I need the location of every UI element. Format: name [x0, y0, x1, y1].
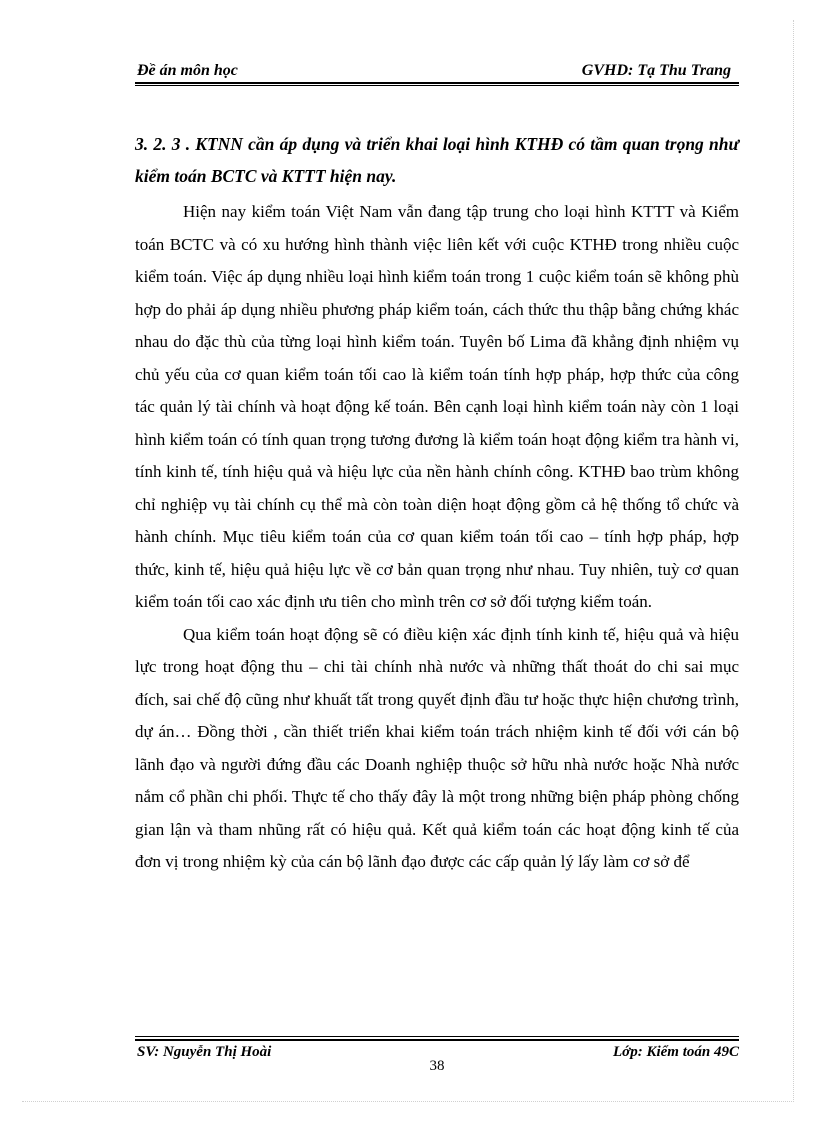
paragraph-2: Qua kiểm toán hoạt động sẽ có điều kiện xác định tính kinh tế, hiệu quả và hiệu lực trong hoạt động thu – chi tài chính nhà nước và những thất thoát do chi sai mục đích, sai chế độ cũng như khuất tất trong quyết định đầu tư hoặc thực hiện chương trình, dự án… Đồng thời , cần thiết triển khai kiểm toán trách nhiệm kinh tế đối với cán bộ lãnh đạo và người đứng đầu các Doanh nghiệp thuộc sở hữu nhà nước hoặc Nhà nước nắm cổ phần chi phối. Thực tế cho thấy đây là một trong những biện pháp phòng chống gian lận và tham nhũng rất có hiệu quả. Kết quả kiểm toán các hoạt động kinh tế của đơn vị trong nhiệm kỳ của cán bộ lãnh đạo được các cấp quản lý lấy làm cơ sở để: [135, 624, 739, 871]
header-supervisor: GVHD: Tạ Thu Trang: [581, 62, 731, 79]
page-footer: [135, 1042, 739, 1082]
footer-divider: [135, 1039, 739, 1041]
footer-student-name: SV: Nguyễn Thị Hoài: [137, 1044, 272, 1060]
footer-class: Lớp: Kiểm toán 49C: [613, 1044, 739, 1060]
footer-divider-thin: [135, 1036, 739, 1037]
paragraph-1: Hiện nay kiểm toán Việt Nam vẫn đang tập trung cho loại hình KTTT và Kiểm toán BCTC và có xu hướng hình thành việc liên kết với cuộc KTHĐ trong nhiều cuộc kiểm toán. Việc áp dụng nhiều loại hình kiểm toán trong 1 cuộc kiểm toán sẽ không phù hợp do phải áp dụng nhiều phương pháp kiểm toán, cách thức thu thập bằng chứng khác nhau do đặc thù của từng loại hình kiểm toán. Tuyên bố Lima đã khẳng định nhiệm vụ chủ yếu của cơ quan kiểm toán tối cao là kiểm toán tính hợp pháp, hợp thức của công tác quản lý tài chính và hoạt động kế toán. Bên cạnh loại hình kiểm toán này còn 1 loại hình kiểm toán có tính quan trọng tương đương là kiểm toán hoạt động kiểm tra hành vi, tính kinh tế, tính hiệu quả và hiệu lực của nền hành chính công. KTHĐ bao trùm không chỉ nghiệp vụ tài chính cụ thể mà còn toàn diện hoạt động gồm cả hệ thống tổ chức và hành chính. Mục tiêu kiểm toán của cơ quan kiểm toán tối cao – tính hợp pháp, hợp thức, kinh tế, hiệu quả hiệu lực về cơ bản quan trọng như nhau. Tuy nhiên, tuỳ cơ quan kiểm toán tối cao xác định ưu tiên cho mình trên cơ sở đối tượng kiểm toán.: [135, 202, 739, 611]
header-course-title: Đề án môn học: [137, 62, 238, 79]
page-header: [135, 58, 739, 84]
header-divider-thin: [135, 85, 739, 86]
body-text: [135, 196, 739, 879]
header-divider: [135, 82, 739, 84]
section-heading: 3. 2. 3 . KTNN cần áp dụng và triển khai loại hình KTHĐ có tầm quan trọng như kiểm toán BCTC và KTTT hiện nay.: [135, 134, 739, 186]
page-number: 38: [429, 1058, 445, 1074]
